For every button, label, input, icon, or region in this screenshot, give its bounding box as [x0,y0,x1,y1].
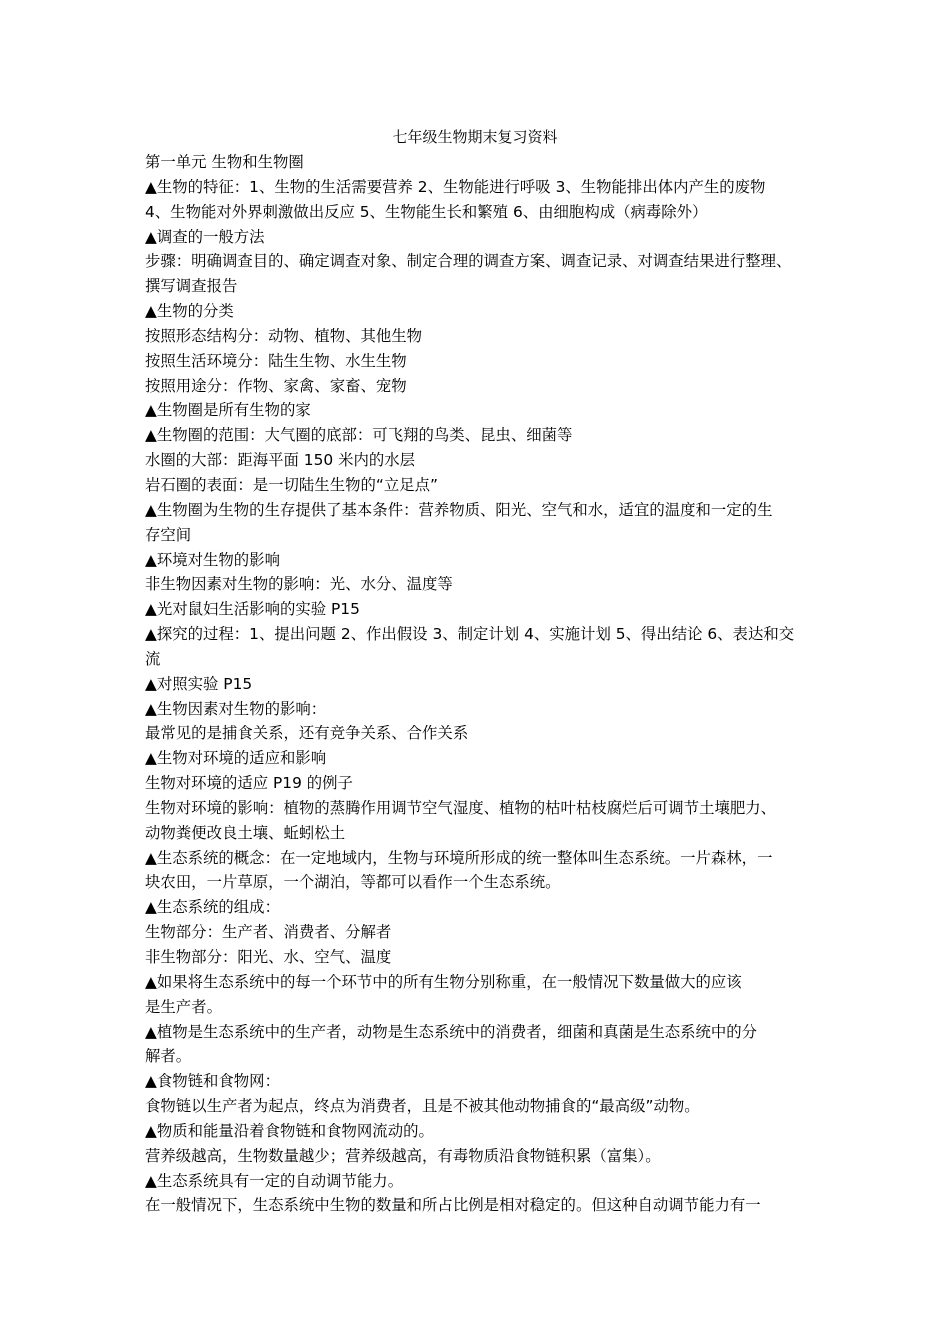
text-line: ▲生物圈为生物的生存提供了基本条件：营养物质、阳光、空气和水，适宜的温度和一定的生 [145,500,773,519]
text-line: 食物链以生产者为起点，终点为消费者，且是不被其他动物捕食的“最高级”动物。 [145,1097,700,1116]
text-line: 非生物因素对生物的影响：光、水分、温度等 [145,575,453,594]
text-line: 水圈的大部：距海平面 150 米内的水层 [145,451,416,470]
text-line: 按照形态结构分：动物、植物、其他生物 [145,326,423,345]
text-line: ▲植物是生态系统中的生产者，动物是生态系统中的消费者，细菌和真菌是生态系统中的分 [145,1022,758,1041]
text-line: ▲食物链和食物网： [145,1072,280,1091]
text-line: 非生物部分：阳光、水、空气、温度 [145,948,392,966]
text-line: 存空间 [145,525,192,544]
text-line: 生物对环境的影响：植物的蒸腾作用调节空气湿度、植物的枯叶枯枝腐烂后可调节土壤肥力、 [145,798,777,817]
text-line: ▲生物的分类 [145,302,234,321]
text-line: 生物对环境的适应 P19 的例子 [145,774,353,793]
text-line: ▲生态系统的组成： [145,898,280,917]
text-line: ▲光对鼠妇生活影响的实验 P15 [145,600,360,619]
text-line: 撰写调查报告 [145,277,238,296]
text-line: 是生产者。 [145,997,222,1016]
text-line: ▲生物对环境的适应和影响 [145,749,327,768]
text-line: 生物部分：生产者、消费者、分解者 [145,923,392,942]
text-line: 岩石圈的表面：是一切陆生生物的“立足点” [145,475,438,494]
text-line: 步骤：明确调查目的、确定调查对象、制定合理的调查方案、调查记录、对调查结果进行整理、 [145,252,792,271]
text-line: ▲如果将生态系统中的每一个环节中的所有生物分别称重，在一般情况下数量做大的应该 [145,972,742,991]
text-line: 按照用途分：作物、家禽、家畜、宠物 [145,376,407,395]
text-line: ▲对照实验 P15 [145,674,253,693]
text-line: 在一般情况下，生态系统中生物的数量和所占比例是相对稳定的。但这种自动调节能力有一 [145,1196,761,1215]
text-line: ▲生物圈是所有生物的家 [145,401,311,420]
text-line: 解者。 [145,1047,192,1066]
text-line: 按照生活环境分：陆生生物、水生生物 [145,351,407,370]
text-line: ▲生物的特征：1、生物的生活需要营养 2、生物能进行呼吸 3、生物能排出体内产生的废物 [145,177,766,196]
text-line: ▲生态系统的概念：在一定地域内，生物与环境所形成的统一整体叫生态系统。一片森林，一 [145,848,773,867]
document-title: 七年级生物期末复习资料 [392,128,558,146]
text-line: ▲生态系统具有一定的自动调节能力。 [145,1171,404,1190]
text-line: 第一单元 生物和生物圈 [145,153,304,171]
text-line: 流 [145,649,161,668]
text-line: 营养级越高，生物数量越少；营养级越高，有毒物质沿食物链积累（富集）。 [145,1146,661,1165]
text-line: ▲物质和能量沿着食物链和食物网流动的。 [145,1121,434,1140]
text-line: 4、生物能对外界刺激做出反应 5、生物能生长和繁殖 6、由细胞构成（病毒除外） [145,202,708,221]
text-line: 最常见的是捕食关系，还有竞争关系、合作关系 [145,724,469,743]
text-line: ▲生物圈的范围：大气圈的底部：可飞翔的鸟类、昆虫、细菌等 [145,426,573,445]
document-body [145,150,813,1218]
text-line: ▲探究的过程：1、提出问题 2、作出假设 3、制定计划 4、实施计划 5、得出结论 6、表达和交 [145,625,795,644]
text-line: ▲调查的一般方法 [145,227,265,246]
text-line: 动物粪便改良土壤、蚯蚓松土 [145,823,346,842]
text-line: ▲生物因素对生物的影响： [145,699,327,718]
text-line: ▲环境对生物的影响 [145,550,280,569]
text-line: 块农田，一片草原，一个湖泊，等都可以看作一个生态系统。 [145,873,561,892]
